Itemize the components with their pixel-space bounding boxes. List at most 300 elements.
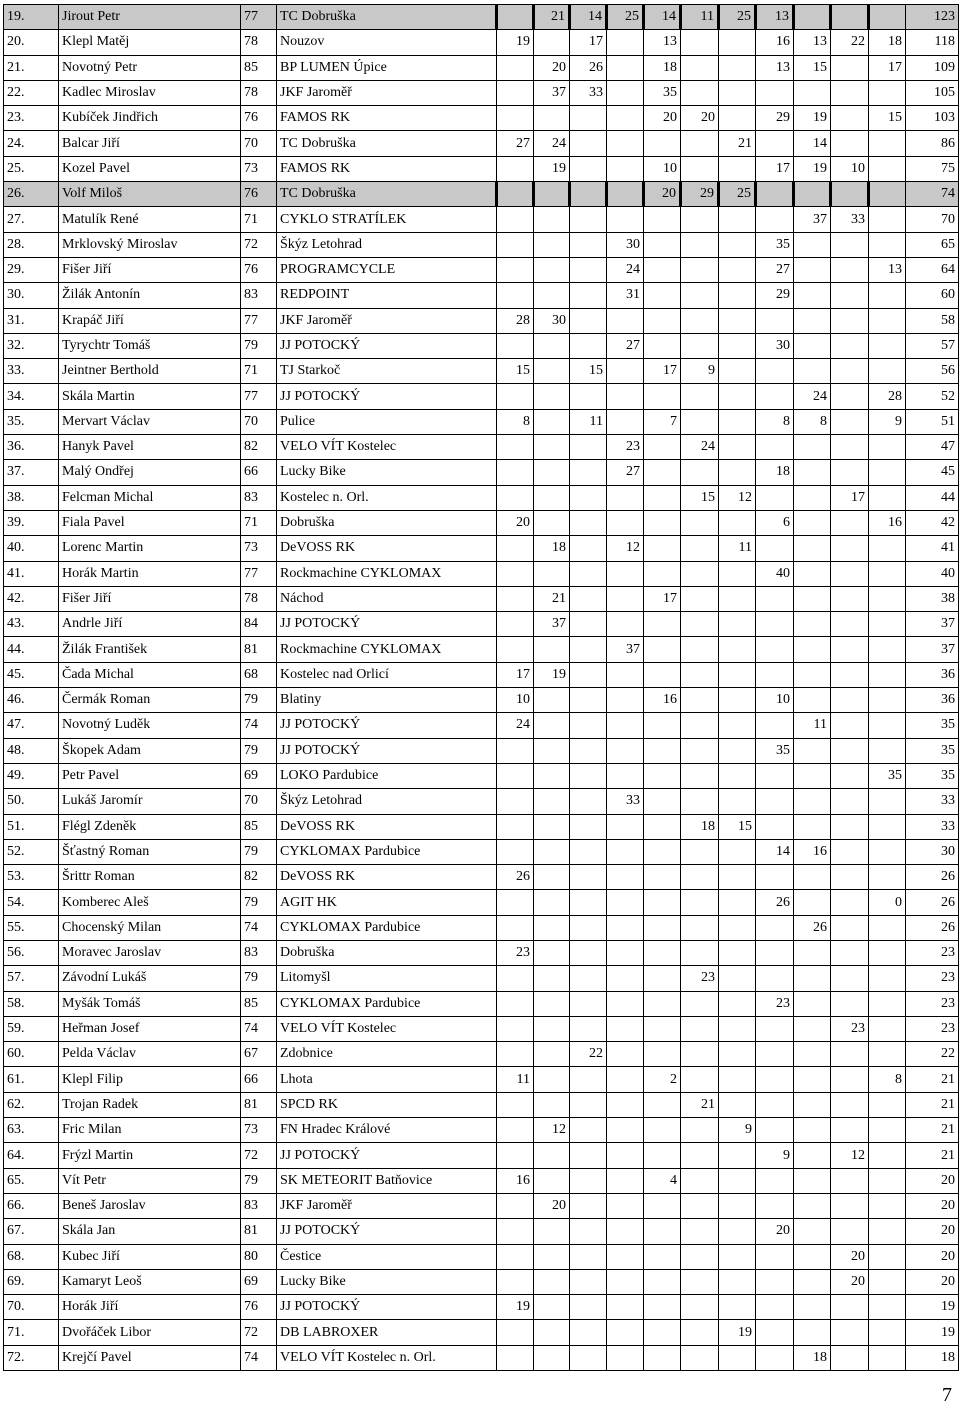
race-points-cell	[497, 612, 534, 637]
rank-cell: 31.	[4, 308, 59, 333]
race-points-cell	[719, 1269, 756, 1294]
race-points-cell	[534, 688, 570, 713]
race-points-cell	[681, 1295, 719, 1320]
race-points-cell	[534, 232, 570, 257]
race-points-cell	[681, 1244, 719, 1269]
race-points-cell: 19	[497, 1295, 534, 1320]
race-points-cell: 20	[756, 1219, 794, 1244]
birth-year-cell: 77	[241, 561, 277, 586]
race-points-cell	[719, 1193, 756, 1218]
table-row	[4, 1118, 959, 1143]
table-row	[4, 207, 959, 232]
race-points-cell	[756, 182, 794, 207]
birth-year-cell: 79	[241, 890, 277, 915]
race-points-cell	[719, 435, 756, 460]
race-points-cell: 6	[756, 510, 794, 535]
race-points-cell	[869, 1016, 906, 1041]
race-points-cell: 13	[756, 5, 794, 30]
race-points-cell	[831, 890, 869, 915]
total-points-cell: 47	[906, 435, 959, 460]
race-points-cell	[644, 283, 681, 308]
race-points-cell	[570, 738, 607, 763]
race-points-cell	[719, 308, 756, 333]
birth-year-cell: 82	[241, 435, 277, 460]
race-points-cell	[497, 814, 534, 839]
birth-year-cell: 78	[241, 80, 277, 105]
birth-year-cell: 70	[241, 409, 277, 434]
race-points-cell	[497, 586, 534, 611]
race-points-cell	[719, 510, 756, 535]
team-cell: Rockmachine CYKLOMAX	[277, 561, 497, 586]
race-points-cell	[644, 738, 681, 763]
race-points-cell	[534, 1244, 570, 1269]
race-points-cell	[794, 561, 831, 586]
race-points-cell	[534, 839, 570, 864]
rank-cell: 56.	[4, 940, 59, 965]
rank-cell: 34.	[4, 384, 59, 409]
race-points-cell	[570, 1219, 607, 1244]
race-points-cell	[869, 435, 906, 460]
race-points-cell	[756, 1092, 794, 1117]
race-points-cell	[534, 30, 570, 55]
race-points-cell	[570, 688, 607, 713]
race-points-cell: 11	[570, 409, 607, 434]
race-points-cell	[869, 1244, 906, 1269]
total-points-cell: 35	[906, 763, 959, 788]
race-points-cell	[719, 207, 756, 232]
race-points-cell	[607, 1016, 644, 1041]
rider-name-cell: Šrittr Roman	[59, 865, 241, 890]
race-points-cell	[497, 1320, 534, 1345]
table-row	[4, 966, 959, 991]
race-points-cell	[644, 839, 681, 864]
race-points-cell	[607, 839, 644, 864]
birth-year-cell: 70	[241, 789, 277, 814]
race-points-cell: 19	[794, 106, 831, 131]
table-row	[4, 662, 959, 687]
race-points-cell	[756, 1118, 794, 1143]
birth-year-cell: 69	[241, 1269, 277, 1294]
total-points-cell: 21	[906, 1143, 959, 1168]
race-points-cell	[644, 257, 681, 282]
total-points-cell: 38	[906, 586, 959, 611]
total-points-cell: 22	[906, 1042, 959, 1067]
rank-cell: 59.	[4, 1016, 59, 1041]
race-points-cell	[831, 333, 869, 358]
race-points-cell	[534, 738, 570, 763]
race-points-cell	[607, 915, 644, 940]
team-cell: JJ POTOCKÝ	[277, 713, 497, 738]
race-points-cell	[497, 435, 534, 460]
race-points-cell	[756, 485, 794, 510]
race-points-cell	[644, 1042, 681, 1067]
race-points-cell: 27	[607, 460, 644, 485]
race-points-cell: 26	[794, 915, 831, 940]
rider-name-cell: Klepl Matěj	[59, 30, 241, 55]
race-points-cell	[681, 662, 719, 687]
rider-name-cell: Skála Martin	[59, 384, 241, 409]
race-points-cell	[869, 359, 906, 384]
race-points-cell	[644, 1193, 681, 1218]
total-points-cell: 26	[906, 915, 959, 940]
race-points-cell	[534, 207, 570, 232]
race-points-cell	[831, 1320, 869, 1345]
race-points-cell	[794, 333, 831, 358]
race-points-cell: 20	[534, 1193, 570, 1218]
race-points-cell: 18	[681, 814, 719, 839]
race-points-cell	[719, 586, 756, 611]
race-points-cell	[497, 156, 534, 181]
race-points-cell	[681, 915, 719, 940]
race-points-cell	[534, 485, 570, 510]
race-points-cell: 15	[681, 485, 719, 510]
table-row	[4, 1295, 959, 1320]
race-points-cell	[869, 839, 906, 864]
race-points-cell	[497, 207, 534, 232]
race-points-cell: 23	[497, 940, 534, 965]
race-points-cell	[681, 232, 719, 257]
birth-year-cell: 83	[241, 1193, 277, 1218]
race-points-cell	[831, 814, 869, 839]
race-points-cell	[794, 662, 831, 687]
race-points-cell	[794, 1219, 831, 1244]
race-points-cell	[607, 991, 644, 1016]
rider-name-cell: Pelda Václav	[59, 1042, 241, 1067]
race-points-cell: 21	[534, 586, 570, 611]
team-cell: JJ POTOCKÝ	[277, 1295, 497, 1320]
team-cell: FAMOS RK	[277, 106, 497, 131]
race-points-cell: 23	[607, 435, 644, 460]
team-cell: CYKLOMAX Pardubice	[277, 839, 497, 864]
race-points-cell	[756, 1016, 794, 1041]
birth-year-cell: 70	[241, 131, 277, 156]
race-points-cell	[831, 789, 869, 814]
race-points-cell	[570, 940, 607, 965]
race-points-cell	[869, 738, 906, 763]
race-points-cell	[794, 1067, 831, 1092]
team-cell: JJ POTOCKÝ	[277, 384, 497, 409]
total-points-cell: 37	[906, 637, 959, 662]
race-points-cell	[681, 1118, 719, 1143]
race-points-cell	[534, 106, 570, 131]
race-points-cell: 33	[570, 80, 607, 105]
race-points-cell	[756, 1295, 794, 1320]
race-points-cell	[644, 991, 681, 1016]
race-points-cell	[794, 1016, 831, 1041]
race-points-cell	[681, 1345, 719, 1370]
rank-cell: 23.	[4, 106, 59, 131]
race-points-cell	[681, 890, 719, 915]
rider-name-cell: Hanyk Pavel	[59, 435, 241, 460]
rider-name-cell: Malý Ondřej	[59, 460, 241, 485]
race-points-cell: 24	[497, 713, 534, 738]
race-points-cell: 12	[831, 1143, 869, 1168]
birth-year-cell: 79	[241, 738, 277, 763]
birth-year-cell: 74	[241, 1345, 277, 1370]
race-points-cell	[681, 1016, 719, 1041]
total-points-cell: 86	[906, 131, 959, 156]
team-cell: CYKLOMAX Pardubice	[277, 991, 497, 1016]
rank-cell: 25.	[4, 156, 59, 181]
race-points-cell	[607, 586, 644, 611]
race-points-cell	[497, 80, 534, 105]
race-points-cell	[607, 510, 644, 535]
race-points-cell	[719, 30, 756, 55]
race-points-cell	[719, 789, 756, 814]
race-points-cell: 14	[644, 5, 681, 30]
race-points-cell	[570, 612, 607, 637]
race-points-cell	[756, 384, 794, 409]
birth-year-cell: 84	[241, 612, 277, 637]
race-points-cell	[607, 1345, 644, 1370]
race-points-cell	[607, 1244, 644, 1269]
race-points-cell	[570, 662, 607, 687]
race-points-cell	[644, 814, 681, 839]
race-points-cell	[607, 359, 644, 384]
birth-year-cell: 76	[241, 106, 277, 131]
rider-name-cell: Lorenc Martin	[59, 536, 241, 561]
table-row	[4, 865, 959, 890]
total-points-cell: 23	[906, 940, 959, 965]
race-points-cell	[719, 384, 756, 409]
race-points-cell: 17	[497, 662, 534, 687]
race-points-cell	[719, 257, 756, 282]
rank-cell: 41.	[4, 561, 59, 586]
race-points-cell: 27	[607, 333, 644, 358]
birth-year-cell: 80	[241, 1244, 277, 1269]
race-points-cell: 21	[534, 5, 570, 30]
race-points-cell	[794, 612, 831, 637]
race-points-cell: 13	[794, 30, 831, 55]
race-points-cell: 10	[497, 688, 534, 713]
race-points-cell	[869, 182, 906, 207]
birth-year-cell: 81	[241, 1219, 277, 1244]
rank-cell: 32.	[4, 333, 59, 358]
race-points-cell	[756, 1042, 794, 1067]
race-points-cell	[534, 182, 570, 207]
race-points-cell	[719, 1067, 756, 1092]
race-points-cell	[719, 662, 756, 687]
race-points-cell	[497, 966, 534, 991]
birth-year-cell: 69	[241, 763, 277, 788]
race-points-cell	[794, 1042, 831, 1067]
rider-name-cell: Čermák Roman	[59, 688, 241, 713]
rider-name-cell: Novotný Petr	[59, 55, 241, 80]
race-points-cell: 17	[644, 586, 681, 611]
race-points-cell: 29	[681, 182, 719, 207]
race-points-cell	[534, 991, 570, 1016]
rider-name-cell: Čada Michal	[59, 662, 241, 687]
table-row	[4, 688, 959, 713]
race-points-cell: 23	[756, 991, 794, 1016]
race-points-cell	[497, 561, 534, 586]
rider-name-cell: Volf Miloš	[59, 182, 241, 207]
race-points-cell: 24	[794, 384, 831, 409]
race-points-cell: 29	[756, 106, 794, 131]
race-points-cell	[831, 1042, 869, 1067]
results-table	[3, 4, 959, 1371]
race-points-cell	[570, 1193, 607, 1218]
race-points-cell	[644, 890, 681, 915]
race-points-cell	[831, 1092, 869, 1117]
race-points-cell	[570, 1244, 607, 1269]
race-points-cell: 18	[869, 30, 906, 55]
race-points-cell	[570, 814, 607, 839]
team-cell: Dobruška	[277, 940, 497, 965]
race-points-cell	[644, 232, 681, 257]
rank-cell: 72.	[4, 1345, 59, 1370]
race-points-cell	[570, 1269, 607, 1294]
table-row	[4, 30, 959, 55]
race-points-cell	[719, 1345, 756, 1370]
race-points-cell	[607, 1042, 644, 1067]
race-points-cell	[607, 106, 644, 131]
race-points-cell	[869, 1219, 906, 1244]
team-cell: JKF Jaroměř	[277, 308, 497, 333]
race-points-cell	[607, 182, 644, 207]
race-points-cell	[570, 561, 607, 586]
race-points-cell	[607, 713, 644, 738]
total-points-cell: 70	[906, 207, 959, 232]
birth-year-cell: 85	[241, 814, 277, 839]
race-points-cell	[831, 182, 869, 207]
table-row	[4, 106, 959, 131]
race-points-cell	[607, 1320, 644, 1345]
race-points-cell	[794, 1118, 831, 1143]
race-points-cell	[719, 1244, 756, 1269]
race-points-cell: 30	[534, 308, 570, 333]
race-points-cell	[681, 156, 719, 181]
race-points-cell	[756, 763, 794, 788]
race-points-cell	[497, 890, 534, 915]
birth-year-cell: 77	[241, 384, 277, 409]
total-points-cell: 40	[906, 561, 959, 586]
race-points-cell	[794, 182, 831, 207]
rank-cell: 39.	[4, 510, 59, 535]
birth-year-cell: 73	[241, 156, 277, 181]
race-points-cell	[644, 510, 681, 535]
race-points-cell: 16	[497, 1168, 534, 1193]
race-points-cell	[570, 839, 607, 864]
table-row	[4, 55, 959, 80]
race-points-cell	[534, 384, 570, 409]
race-points-cell	[644, 131, 681, 156]
race-points-cell	[794, 1168, 831, 1193]
table-row	[4, 586, 959, 611]
race-points-cell	[756, 713, 794, 738]
race-points-cell	[497, 485, 534, 510]
race-points-cell: 11	[794, 713, 831, 738]
total-points-cell: 56	[906, 359, 959, 384]
race-points-cell: 24	[534, 131, 570, 156]
race-points-cell	[534, 460, 570, 485]
race-points-cell	[570, 435, 607, 460]
race-points-cell	[681, 738, 719, 763]
total-points-cell: 37	[906, 612, 959, 637]
team-cell: Zdobnice	[277, 1042, 497, 1067]
rider-name-cell: Šťastný Roman	[59, 839, 241, 864]
race-points-cell	[534, 763, 570, 788]
race-points-cell	[497, 106, 534, 131]
rider-name-cell: Fišer Jiří	[59, 586, 241, 611]
race-points-cell: 37	[534, 80, 570, 105]
race-points-cell	[534, 940, 570, 965]
total-points-cell: 19	[906, 1295, 959, 1320]
race-points-cell	[831, 763, 869, 788]
birth-year-cell: 83	[241, 940, 277, 965]
race-points-cell: 10	[756, 688, 794, 713]
race-points-cell	[869, 1168, 906, 1193]
race-points-cell	[534, 890, 570, 915]
total-points-cell: 21	[906, 1092, 959, 1117]
table-row	[4, 915, 959, 940]
race-points-cell	[681, 1193, 719, 1218]
race-points-cell: 21	[719, 131, 756, 156]
race-points-cell	[534, 1092, 570, 1117]
race-points-cell	[644, 1143, 681, 1168]
team-cell: REDPOINT	[277, 283, 497, 308]
total-points-cell: 23	[906, 966, 959, 991]
race-points-cell	[681, 561, 719, 586]
race-points-cell	[607, 1269, 644, 1294]
rider-name-cell: Felcman Michal	[59, 485, 241, 510]
race-points-cell	[534, 510, 570, 535]
birth-year-cell: 67	[241, 1042, 277, 1067]
race-points-cell	[794, 1193, 831, 1218]
race-points-cell	[607, 940, 644, 965]
rider-name-cell: Horák Martin	[59, 561, 241, 586]
race-points-cell	[719, 80, 756, 105]
race-points-cell	[644, 1219, 681, 1244]
race-points-cell: 20	[644, 182, 681, 207]
race-points-cell: 16	[756, 30, 794, 55]
rank-cell: 68.	[4, 1244, 59, 1269]
race-points-cell	[794, 1244, 831, 1269]
total-points-cell: 57	[906, 333, 959, 358]
rider-name-cell: Novotný Luděk	[59, 713, 241, 738]
race-points-cell: 25	[607, 5, 644, 30]
race-points-cell	[570, 637, 607, 662]
race-points-cell	[869, 612, 906, 637]
race-points-cell	[644, 966, 681, 991]
race-points-cell	[681, 384, 719, 409]
race-points-cell	[607, 131, 644, 156]
rider-name-cell: Myšák Tomáš	[59, 991, 241, 1016]
race-points-cell	[497, 333, 534, 358]
total-points-cell: 23	[906, 991, 959, 1016]
team-cell: Lucky Bike	[277, 1269, 497, 1294]
race-points-cell	[681, 713, 719, 738]
table-row	[4, 561, 959, 586]
race-points-cell	[794, 5, 831, 30]
race-points-cell	[570, 283, 607, 308]
race-points-cell	[644, 1295, 681, 1320]
race-points-cell	[794, 80, 831, 105]
birth-year-cell: 71	[241, 359, 277, 384]
rider-name-cell: Vít Petr	[59, 1168, 241, 1193]
race-points-cell: 17	[570, 30, 607, 55]
total-points-cell: 20	[906, 1244, 959, 1269]
table-row	[4, 359, 959, 384]
race-points-cell	[831, 713, 869, 738]
team-cell: TC Dobruška	[277, 131, 497, 156]
race-points-cell	[570, 156, 607, 181]
race-points-cell	[794, 814, 831, 839]
race-points-cell	[570, 966, 607, 991]
race-points-cell	[497, 1118, 534, 1143]
race-points-cell: 18	[644, 55, 681, 80]
table-row	[4, 1067, 959, 1092]
